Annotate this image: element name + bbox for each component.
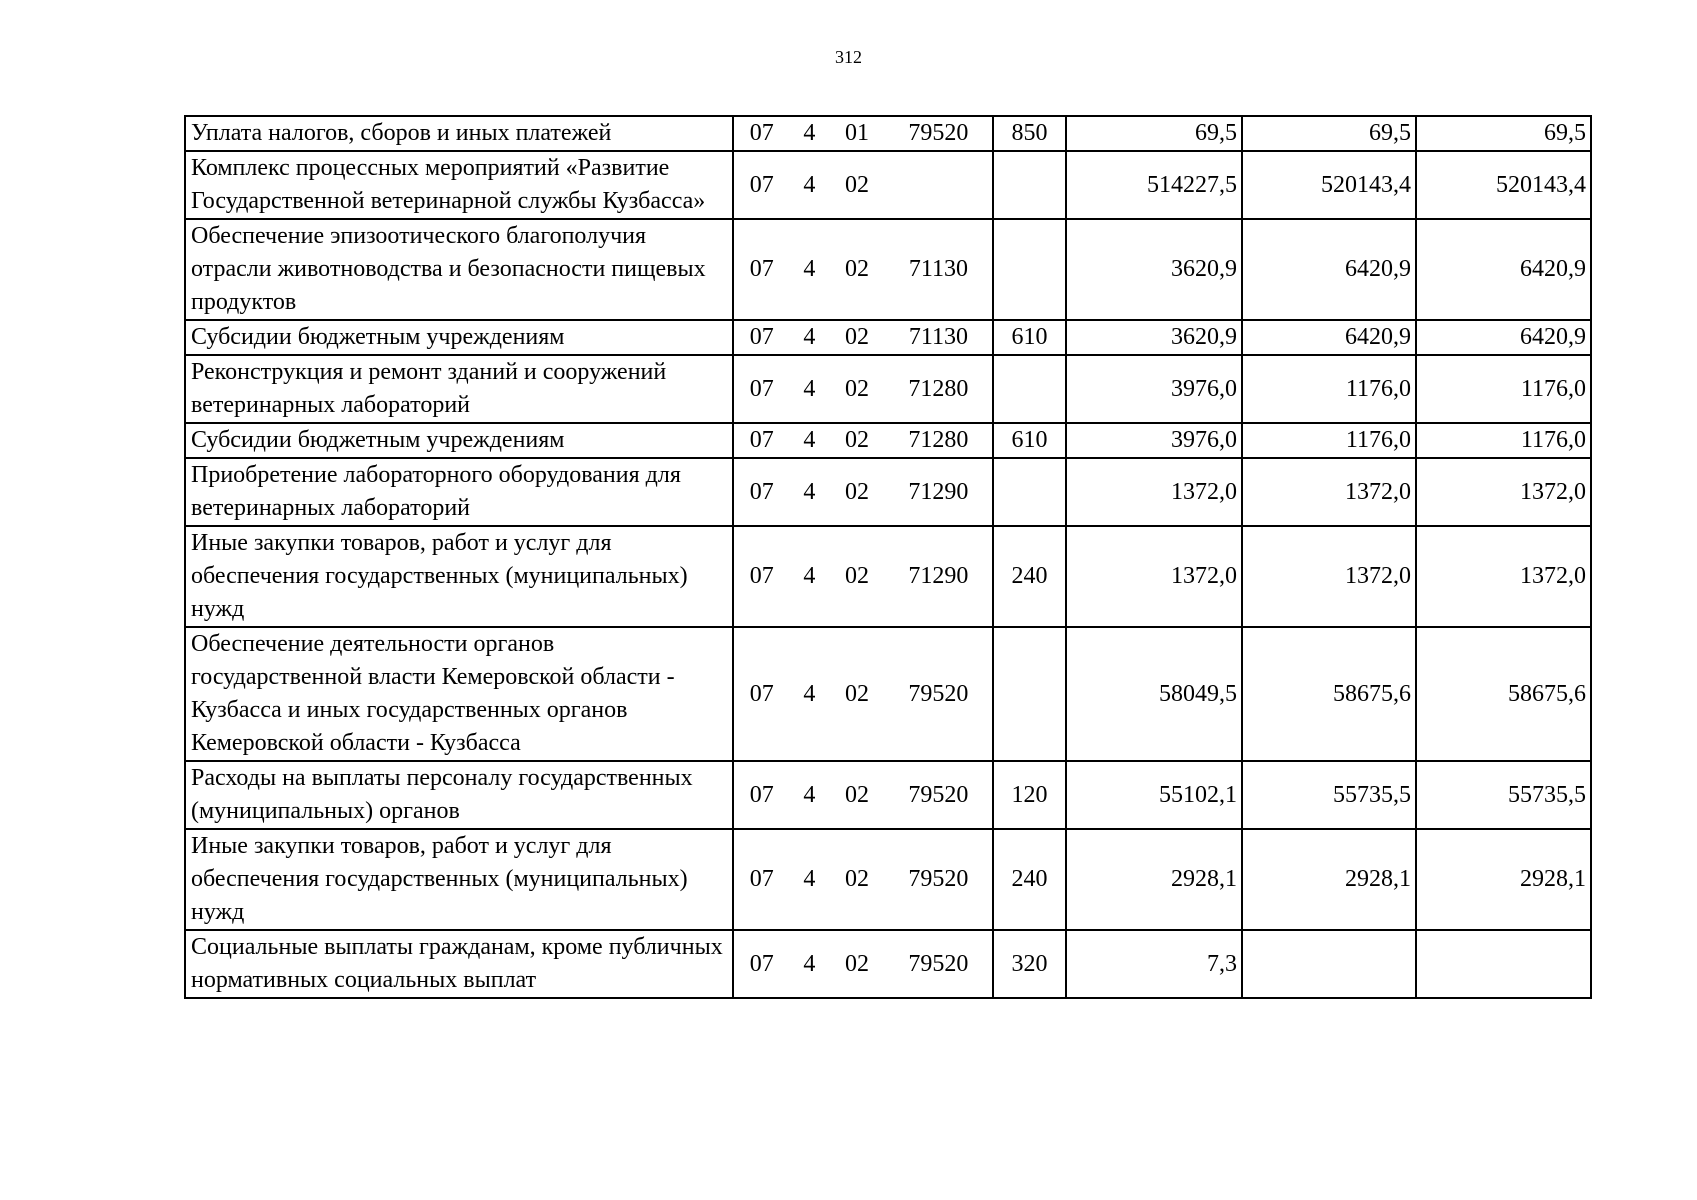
row-name: Комплекс процессных мероприятий «Развитие Государственной ветеринарной службы Кузбасса» <box>185 151 733 219</box>
expense-type-code <box>993 355 1066 423</box>
amount-year-2: 6420,9 <box>1242 219 1416 320</box>
table-row <box>185 355 1591 423</box>
table-row <box>185 219 1591 320</box>
amount-year-2: 520143,4 <box>1242 151 1416 219</box>
table-row <box>185 458 1591 526</box>
amount-year-2: 55735,5 <box>1242 761 1416 829</box>
expense-type-code <box>993 627 1066 761</box>
expense-type-code: 850 <box>993 116 1066 151</box>
expense-type-code <box>993 151 1066 219</box>
amount-year-2: 1176,0 <box>1242 423 1416 458</box>
amount-year-1: 55102,1 <box>1066 761 1242 829</box>
table-row <box>185 627 1591 761</box>
amount-year-2: 1372,0 <box>1242 526 1416 627</box>
program-code-cell <box>733 627 993 761</box>
program-code-cell <box>733 458 993 526</box>
section-code: 07 <box>749 256 774 282</box>
item-code: 02 <box>845 171 870 198</box>
program-code-cell <box>733 219 993 320</box>
program-code-cell <box>733 320 993 355</box>
direction-code: 71290 <box>908 563 969 589</box>
section-code: 07 <box>749 478 774 505</box>
row-name: Субсидии бюджетным учреждениям <box>185 320 733 355</box>
item-code: 02 <box>845 781 870 808</box>
item-code: 02 <box>845 866 870 892</box>
amount-year-3: 6420,9 <box>1416 219 1591 320</box>
amount-year-2: 1372,0 <box>1242 458 1416 526</box>
direction-code: 71280 <box>908 427 969 453</box>
expense-type-code: 610 <box>993 320 1066 355</box>
subsection-code: 4 <box>803 781 816 808</box>
amount-year-2: 69,5 <box>1242 116 1416 151</box>
section-code: 07 <box>749 120 774 146</box>
expense-type-code: 240 <box>993 526 1066 627</box>
section-code: 07 <box>749 171 774 198</box>
amount-year-3: 55735,5 <box>1416 761 1591 829</box>
section-code: 07 <box>749 866 774 892</box>
amount-year-2 <box>1242 930 1416 998</box>
table-row <box>185 930 1591 998</box>
program-code-cell <box>733 930 993 998</box>
item-code: 01 <box>845 120 870 146</box>
row-name: Субсидии бюджетным учреждениям <box>185 423 733 458</box>
section-code: 07 <box>749 563 774 589</box>
subsection-code: 4 <box>803 563 816 589</box>
section-code: 07 <box>749 680 774 707</box>
amount-year-2: 1176,0 <box>1242 355 1416 423</box>
item-code: 02 <box>845 478 870 505</box>
item-code: 02 <box>845 427 870 453</box>
direction-code: 71130 <box>908 324 968 350</box>
section-code: 07 <box>749 324 774 350</box>
section-code: 07 <box>749 427 774 453</box>
table-row <box>185 151 1591 219</box>
subsection-code: 4 <box>803 375 816 402</box>
program-code-cell <box>733 526 993 627</box>
amount-year-3 <box>1416 930 1591 998</box>
program-code-cell <box>733 423 993 458</box>
amount-year-3: 69,5 <box>1416 116 1591 151</box>
amount-year-3: 2928,1 <box>1416 829 1591 930</box>
table-row <box>185 761 1591 829</box>
row-name: Социальные выплаты гражданам, кроме публичных нормативных социальных выплат <box>185 930 733 998</box>
program-code-cell <box>733 116 993 151</box>
row-name: Иные закупки товаров, работ и услуг для обеспечения государственных (муниципальных) нужд <box>185 829 733 930</box>
subsection-code: 4 <box>803 171 816 198</box>
section-code: 07 <box>749 950 774 977</box>
amount-year-3: 58675,6 <box>1416 627 1591 761</box>
amount-year-3: 1176,0 <box>1416 423 1591 458</box>
direction-code: 79520 <box>908 950 969 977</box>
row-name: Приобретение лабораторного оборудования для ветеринарных лабораторий <box>185 458 733 526</box>
section-code: 07 <box>749 375 774 402</box>
section-code: 07 <box>749 781 774 808</box>
expense-type-code <box>993 458 1066 526</box>
item-code: 02 <box>845 680 870 707</box>
table-row <box>185 423 1591 458</box>
item-code: 02 <box>845 324 870 350</box>
subsection-code: 4 <box>803 478 816 505</box>
table-row <box>185 320 1591 355</box>
subsection-code: 4 <box>803 256 816 282</box>
expense-type-code: 320 <box>993 930 1066 998</box>
item-code: 02 <box>845 256 870 282</box>
amount-year-3: 6420,9 <box>1416 320 1591 355</box>
amount-year-1: 7,3 <box>1066 930 1242 998</box>
amount-year-1: 69,5 <box>1066 116 1242 151</box>
amount-year-2: 58675,6 <box>1242 627 1416 761</box>
amount-year-1: 2928,1 <box>1066 829 1242 930</box>
table-body <box>185 116 1591 998</box>
expense-type-code: 240 <box>993 829 1066 930</box>
subsection-code: 4 <box>803 427 816 453</box>
row-name: Реконструкция и ремонт зданий и сооружений ветеринарных лабораторий <box>185 355 733 423</box>
amount-year-1: 3976,0 <box>1066 355 1242 423</box>
expense-type-code: 610 <box>993 423 1066 458</box>
subsection-code: 4 <box>803 120 816 146</box>
amount-year-2: 2928,1 <box>1242 829 1416 930</box>
amount-year-2: 6420,9 <box>1242 320 1416 355</box>
budget-table <box>184 115 1592 999</box>
amount-year-1: 1372,0 <box>1066 526 1242 627</box>
item-code: 02 <box>845 563 870 589</box>
item-code: 02 <box>845 375 870 402</box>
table-row <box>185 526 1591 627</box>
direction-code: 79520 <box>908 680 969 707</box>
expense-type-code: 120 <box>993 761 1066 829</box>
direction-code: 71130 <box>908 256 968 282</box>
table-row <box>185 829 1591 930</box>
row-name: Обеспечение деятельности органов государственной власти Кемеровской области - Кузбасса и иных государственных органов Кемеровской области - Кузбасса <box>185 627 733 761</box>
amount-year-3: 1176,0 <box>1416 355 1591 423</box>
expense-type-code <box>993 219 1066 320</box>
subsection-code: 4 <box>803 950 816 977</box>
page-number: 312 <box>835 47 862 67</box>
row-name: Расходы на выплаты персоналу государственных (муниципальных) органов <box>185 761 733 829</box>
subsection-code: 4 <box>803 324 816 350</box>
direction-code: 79520 <box>908 120 969 146</box>
row-name: Иные закупки товаров, работ и услуг для обеспечения государственных (муниципальных) нужд <box>185 526 733 627</box>
amount-year-3: 1372,0 <box>1416 526 1591 627</box>
program-code-cell <box>733 355 993 423</box>
item-code: 02 <box>845 950 870 977</box>
subsection-code: 4 <box>803 866 816 892</box>
row-name: Уплата налогов, сборов и иных платежей <box>185 116 733 151</box>
direction-code: 79520 <box>908 866 969 892</box>
program-code-cell <box>733 761 993 829</box>
direction-code: 71280 <box>908 375 969 402</box>
amount-year-3: 520143,4 <box>1416 151 1591 219</box>
program-code-cell <box>733 829 993 930</box>
direction-code: 79520 <box>908 781 969 808</box>
subsection-code: 4 <box>803 680 816 707</box>
amount-year-3: 1372,0 <box>1416 458 1591 526</box>
table-row <box>185 116 1591 151</box>
amount-year-1: 58049,5 <box>1066 627 1242 761</box>
amount-year-1: 3620,9 <box>1066 320 1242 355</box>
amount-year-1: 3620,9 <box>1066 219 1242 320</box>
amount-year-1: 1372,0 <box>1066 458 1242 526</box>
program-code-cell <box>733 151 993 219</box>
amount-year-1: 514227,5 <box>1066 151 1242 219</box>
amount-year-1: 3976,0 <box>1066 423 1242 458</box>
direction-code: 71290 <box>908 478 969 505</box>
row-name: Обеспечение эпизоотического благополучия отрасли животноводства и безопасности пищевых продуктов <box>185 219 733 320</box>
